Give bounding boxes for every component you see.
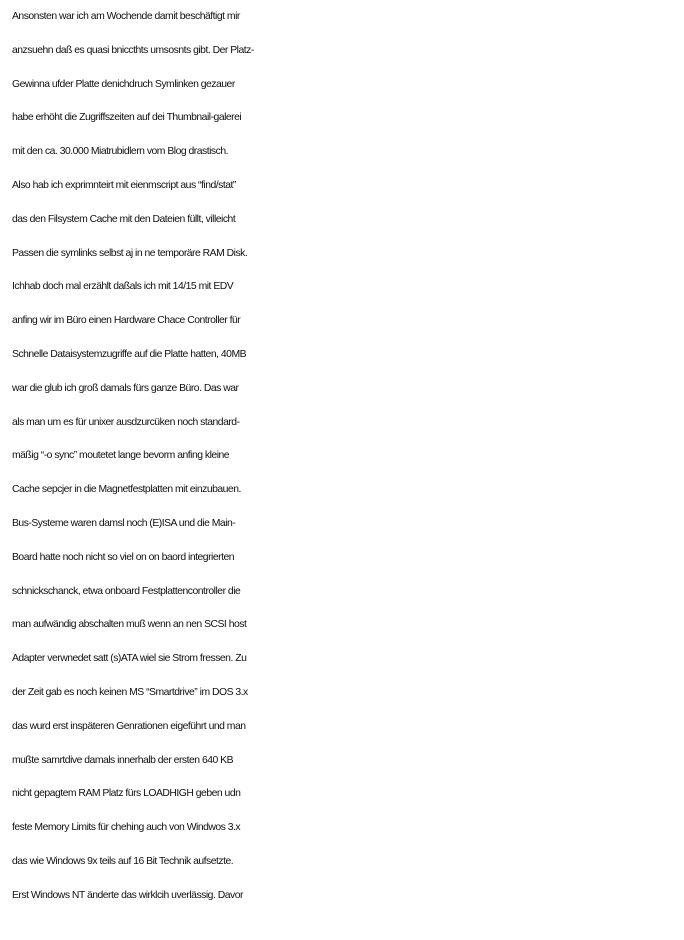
text-line: das wie Windows 9x teils auf 16 Bit Technik aufsetzte.: [12, 855, 234, 867]
body-text: [12, 0, 684, 913]
text-line: Gewinna ufder Platte denichdruch Symlinken gezauer: [12, 78, 235, 90]
text-line: Ansonsten war ich am Wochende damit beschäftigt mir: [12, 11, 240, 22]
text-line: Ichhab doch mal erzählt daßals ich mit 14/15 mit EDV: [12, 281, 234, 293]
text-line: Passen die symlinks selbst aj in ne temporäre RAM Disk.: [12, 247, 248, 259]
text-line: schnickschanck, etwa onboard Festplattencontroller die: [12, 585, 241, 597]
text-line: der Zeit gab es noch keinen MS “Smartdrive” im DOS 3.x: [12, 686, 248, 698]
text-line: anzsuehn daß es quasi bniccthts umsosnts gibt. Der Platz-: [12, 44, 254, 56]
text-line: Also hab ich exprimnteirt mit eienmscript aus “find/stat”: [12, 179, 236, 191]
text-line: feste Memory Limits für chehing auch von Windwos 3.x: [12, 822, 241, 834]
text-line: mit den ca. 30.000 Miatrubidlern vom Blog drastisch.: [12, 146, 228, 158]
text-line: nicht gepagtem RAM Platz fürs LOADHIGH geben udn: [12, 788, 241, 800]
text-line: Erst Windows NT änderte das wirklcih uverlässig. Davor: [12, 889, 243, 901]
text-line: Adapter verwnedet satt (s)ATA wiel sie Strom fressen. Zu: [12, 653, 247, 665]
text-line: anfing wir im Büro einen Hardware Chace Controller für: [12, 315, 241, 327]
text-line: habe erhöht die Zugriffszeiten auf dei Thumbnail-galerei: [12, 112, 242, 124]
text-line: mußte samrtdive damals innerhalb der ersten 640 KB: [12, 754, 234, 766]
text-line: das wurd erst inspäteren Genrationen eigeführt und man: [12, 720, 246, 732]
text-line: mäßig “-o sync” moutetet lange bevorm anfing kleine: [12, 450, 230, 462]
text-line: man aufwändig abschalten muß wenn an nen SCSI host: [12, 619, 247, 631]
text-line: Board hatte noch nicht so viel on on baord integrierten: [12, 551, 235, 563]
text-line: als man um es für unixer ausdzurcüken noch standard-: [12, 416, 240, 428]
text-line: Bus-Systeme waren damsl noch (E)ISA und die Main-: [12, 517, 236, 529]
text-line: Cache sepcjer in die Magnetfestplatten mit einzubauen.: [12, 484, 241, 496]
text-line: Schnelle Dataisystemzugriffe auf die Platte hatten, 40MB: [12, 348, 247, 360]
text-line: das den Filsystem Cache mit den Dateien füllt, villeicht: [12, 213, 236, 225]
text-line: war die glub ich groß damals fürs ganze Büro. Das war: [12, 382, 239, 394]
